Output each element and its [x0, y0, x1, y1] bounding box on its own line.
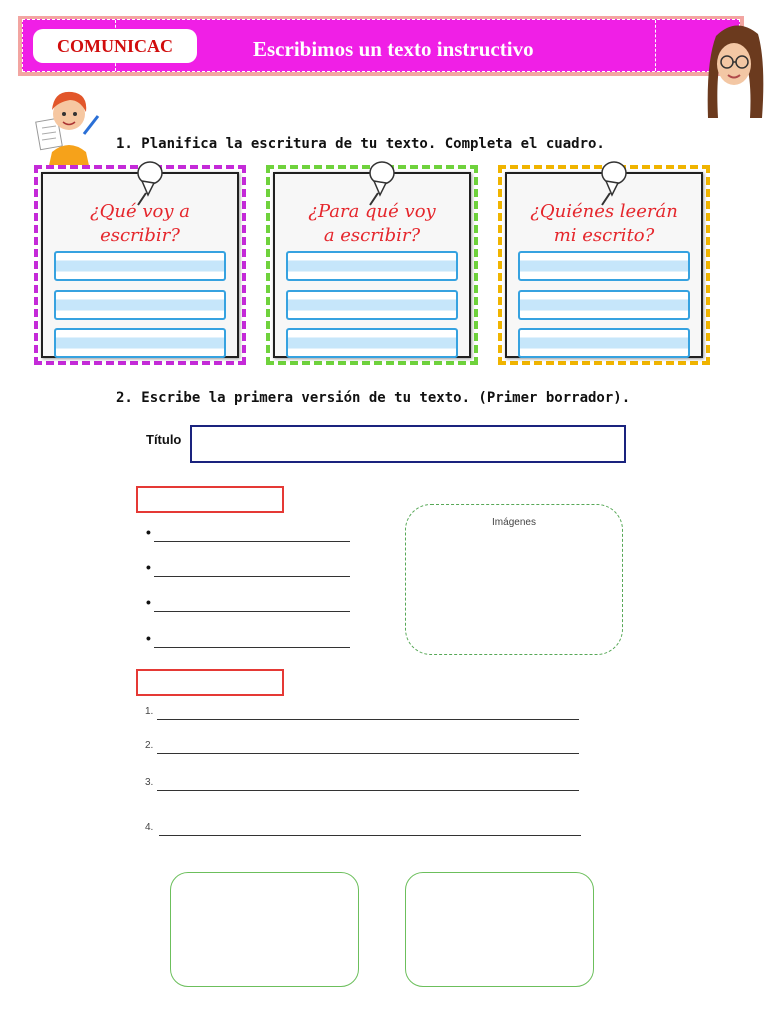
card-question: ¿Quiénes leerán mi escrito? [530, 201, 678, 246]
step-line[interactable]: 3. [145, 777, 579, 791]
header-banner [18, 16, 744, 76]
title-label: Título [146, 432, 182, 447]
answer-line-1[interactable] [286, 251, 458, 281]
teacher-avatar [706, 22, 766, 118]
planning-card-what [34, 165, 246, 365]
answer-line-2[interactable] [54, 290, 226, 320]
material-line[interactable]: • [146, 634, 350, 648]
student-illustration [34, 86, 104, 170]
answer-line-3[interactable] [286, 328, 458, 358]
drawing-box-left[interactable] [170, 872, 359, 987]
section2-heading: 2. Escribe la primera versión de tu texto. (Primer borrador). [116, 390, 631, 406]
subject-badge: COMUNICAC [33, 29, 197, 63]
card-question: ¿Para qué voy a escribir? [308, 201, 436, 246]
material-line[interactable]: • [146, 528, 350, 542]
step-line[interactable]: 2. [145, 740, 579, 754]
answer-line-2[interactable] [286, 290, 458, 320]
page-title: Escribimos un texto instructivo [253, 37, 534, 61]
answer-line-1[interactable] [54, 251, 226, 281]
pushpin-icon [358, 159, 402, 209]
answer-line-2[interactable] [518, 290, 690, 320]
planning-card-why [266, 165, 478, 365]
title-input-box[interactable] [190, 425, 626, 463]
step-line[interactable]: 1. [145, 706, 579, 720]
section1-heading: 1. Planifica la escritura de tu texto. Completa el cuadro. [116, 136, 605, 152]
images-label: Imágenes [492, 517, 536, 528]
answer-line-1[interactable] [518, 251, 690, 281]
step-line[interactable]: 4. [145, 822, 581, 836]
planning-card-who [498, 165, 710, 365]
pushpin-icon [126, 159, 170, 209]
drawing-box-right[interactable] [405, 872, 594, 987]
material-line[interactable]: • [146, 563, 350, 577]
materials-heading-box[interactable] [136, 486, 284, 513]
answer-line-3[interactable] [54, 328, 226, 358]
card-question: ¿Qué voy a escribir? [89, 201, 190, 246]
answer-line-3[interactable] [518, 328, 690, 358]
images-box[interactable] [405, 504, 623, 655]
material-line[interactable]: • [146, 598, 350, 612]
pushpin-icon [590, 159, 634, 209]
header-banner-inner [22, 19, 740, 72]
steps-heading-box[interactable] [136, 669, 284, 696]
